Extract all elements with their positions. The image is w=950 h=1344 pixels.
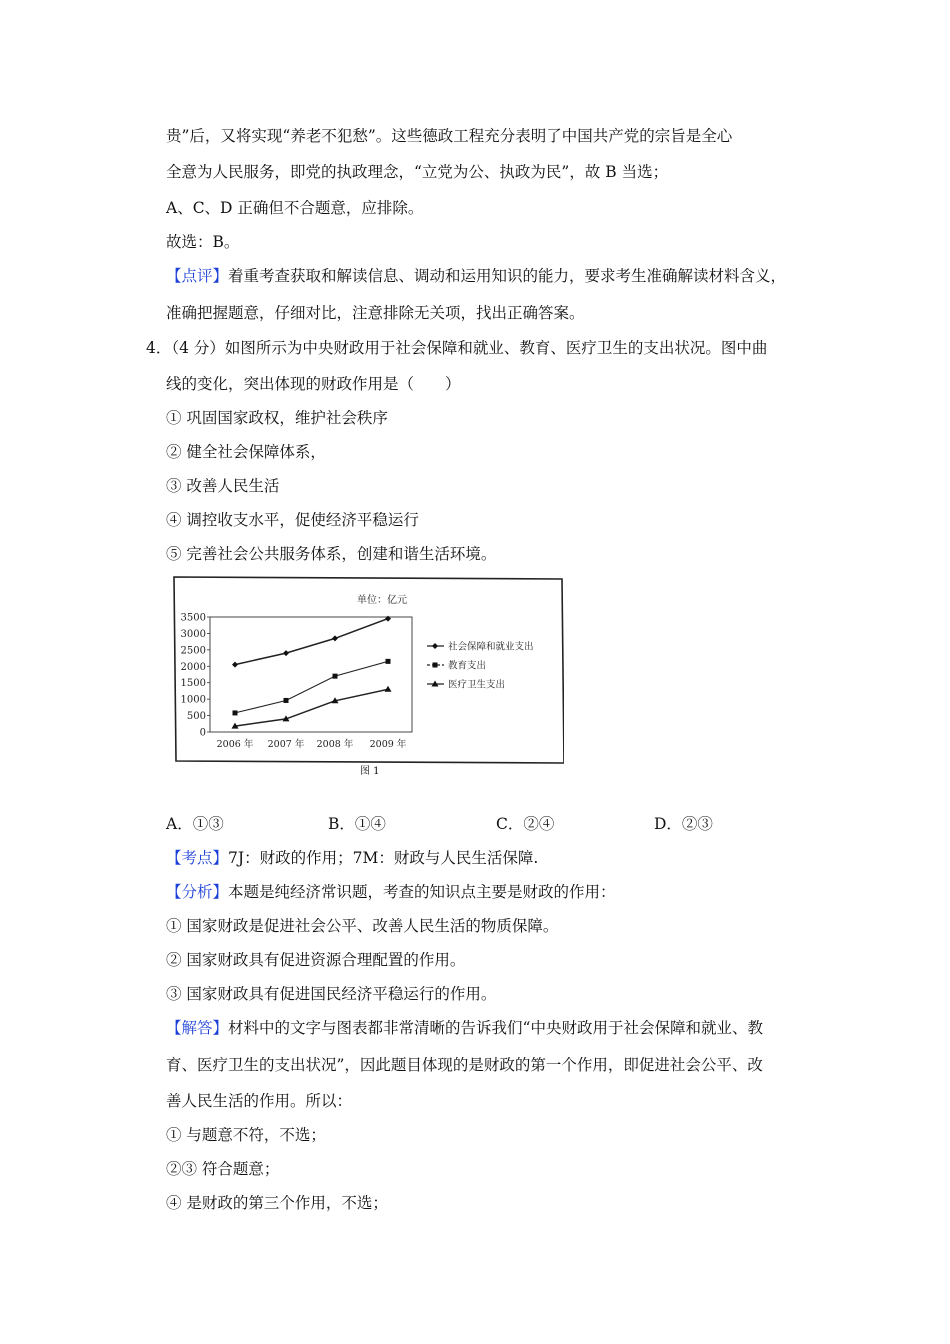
y-tick-label: 3500 [180,612,206,624]
answer-options [166,812,726,832]
explanation-line: 全意为人民服务，即党的执政理念，“立党为公、执政为民”，故 B 当选； [166,163,669,181]
option-c[interactable]: C．②④ [496,815,555,833]
jieda-item: ④ 是财政的第三个作用，不选； [166,1194,388,1212]
comment-tag: 【点评】 [166,267,229,285]
kaodian-line [166,848,538,868]
legend-label: 社会保障和就业支出 [448,641,534,653]
question-stem: 线的变化，突出体现的财政作用是（ ） [166,375,461,393]
comment-text: 着重考查获取和解读信息、调动和运用知识的能力，要求考生准确解读材料含义， [228,267,787,285]
question-stem: 4．（4 分）如图所示为中央财政用于社会保障和就业、教育、医疗卫生的支出状况。图中曲 [146,339,768,357]
statement-item: ② 健全社会保障体系， [166,443,326,461]
chart-caption: 图 1 [360,766,380,777]
data-point [284,698,289,703]
chart-title: 单位：亿元 [357,595,407,606]
fenxi-line [166,882,616,902]
jieda-text: 材料中的文字与图表都非常清晰的告诉我们“中央财政用于社会保障和就业、教 [228,1019,763,1037]
y-tick-label: 2500 [180,645,206,657]
kaodian-text: 7J：财政的作用；7M：财政与人民生活保障. [228,849,539,867]
data-point [333,674,338,679]
statement-item: ③ 改善人民生活 [166,477,280,495]
y-tick-label: 2000 [180,661,206,673]
comment-line: 准确把握题意，仔细对比，注意排除无关项，找出正确答案。 [166,304,585,322]
jieda-tag: 【解答】 [166,1019,229,1037]
answer-line: 故选：B。 [166,233,240,251]
statement-item: ① 巩固国家政权，维护社会秩序 [166,409,388,427]
option-d[interactable]: D．②③ [654,815,713,833]
explanation-line: 贵”后，又将实现“养老不犯愁”。这些德政工程充分表明了中国共产党的宗旨是全心 [166,127,733,145]
x-tick-label: 2009 年 [369,739,407,750]
statement-item: ④ 调控收支水平，促使经济平稳运行 [166,511,419,529]
legend-marker [433,663,438,668]
legend-label: 教育支出 [448,660,487,672]
fenxi-item: ③ 国家财政具有促进国民经济平稳运行的作用。 [166,985,497,1003]
y-tick-label: 1500 [180,678,206,690]
comment-line [166,266,786,286]
jieda-line: 育、医疗卫生的支出状况”，因此题目体现的是财政的第一个作用，即促进社会公平、改 [166,1056,763,1074]
jieda-item: ① 与题意不符，不选； [166,1126,326,1144]
y-tick-label: 1000 [180,694,206,706]
y-tick-label: 500 [186,711,206,723]
y-tick-label: 0 [199,727,206,739]
fenxi-tag: 【分析】 [166,883,229,901]
option-a[interactable]: A．①③ [166,815,224,833]
data-point [386,659,391,664]
fenxi-item: ① 国家财政是促进社会公平、改善人民生活的物质保障。 [166,917,559,935]
jieda-line: 善人民生活的作用。所以： [166,1092,353,1110]
explanation-line: A、C、D 正确但不合题意，应排除。 [166,199,424,217]
fenxi-text: 本题是纯经济常识题，考查的知识点主要是财政的作用： [228,883,616,901]
legend-label: 医疗卫生支出 [448,679,506,691]
y-tick-label: 3000 [180,628,206,640]
x-tick-label: 2008 年 [316,739,354,750]
jieda-item: ②③ 符合题意； [166,1160,280,1178]
jieda-line [166,1018,763,1038]
kaodian-tag: 【考点】 [166,849,229,867]
x-tick-label: 2006 年 [216,739,254,750]
statement-item: ⑤ 完善社会公共服务体系，创建和谐生活环境。 [166,545,497,563]
fenxi-item: ② 国家财政具有促进资源合理配置的作用。 [166,951,466,969]
expenditure-line-chart [172,575,564,781]
option-b[interactable]: B．①④ [328,815,386,833]
x-tick-label: 2007 年 [267,739,305,750]
data-point [233,710,238,715]
